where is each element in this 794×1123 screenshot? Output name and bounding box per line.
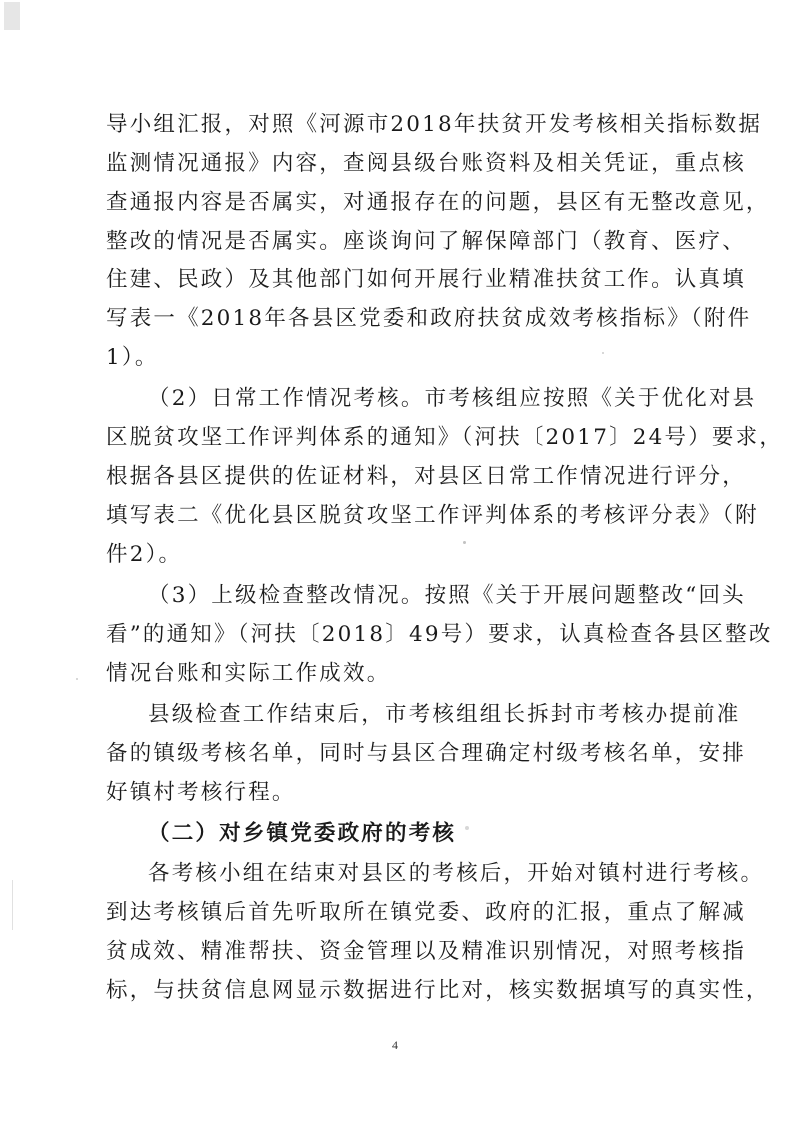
scan-artifact <box>12 880 13 930</box>
text-line: 到达考核镇后首先听取所在镇党委、政府的汇报，重点了解减 <box>106 900 746 925</box>
text-line: 区脱贫攻坚工作评判体系的通知》（河扶〔2017〕24号）要求， <box>106 425 784 450</box>
text-line: （2）日常工作情况考核。市考核组应按照《关于优化对县 <box>148 386 757 411</box>
scan-artifact <box>4 2 20 30</box>
page-number: 4 <box>392 1038 398 1052</box>
text-line: 住建、民政）及其他部门如何开展行业精准扶贫工作。认真填 <box>106 267 746 292</box>
section-heading: （二）对乡镇党委政府的考核 <box>148 821 457 846</box>
scan-artifact <box>602 352 604 354</box>
text-line: 标，与扶贫信息网显示数据进行比对，核实数据填写的真实性， <box>106 978 770 1003</box>
text-line: 备的镇级考核名单，同时与县区合理确定村级考核名单，安排 <box>106 741 746 766</box>
text-line: （3）上级检查整改情况。按照《关于开展问题整改“回头 <box>148 583 746 608</box>
text-line: 写表一《2018年各县区党委和政府扶贫成效考核指标》（附件 <box>106 306 752 331</box>
text-line: 根据各县区提供的佐证材料，对县区日常工作情况进行评分， <box>106 464 746 489</box>
text-line: 看”的通知》（河扶〔2018〕49号）要求，认真检查各县区整改 <box>106 622 773 647</box>
text-line: 整改的情况是否属实。座谈询问了解保障部门（教育、医疗、 <box>106 229 746 254</box>
text-line: 1）。 <box>106 345 159 370</box>
text-line: 情况台账和实际工作成效。 <box>106 661 391 686</box>
scan-artifact <box>465 826 469 830</box>
text-line: 导小组汇报，对照《河源市2018年扶贫开发考核相关指标数据 <box>106 112 763 137</box>
scan-artifact <box>463 541 466 544</box>
text-line: 件2）。 <box>106 542 183 567</box>
text-line: 监测情况通报》内容，查阅县级台账资料及相关凭证，重点核 <box>106 151 746 176</box>
text-line: 填写表二《优化县区脱贫攻坚工作评判体系的考核评分表》（附 <box>106 503 759 528</box>
scan-artifact <box>76 678 78 680</box>
text-line: 各考核小组在结束对县区的考核后，开始对镇村进行考核。 <box>148 861 765 886</box>
text-line: 县级检查工作结束后，市考核组组长拆封市考核办提前准 <box>148 702 741 727</box>
text-line: 贫成效、精准帮扶、资金管理以及精准识别情况，对照考核指 <box>106 939 746 964</box>
text-line: 查通报内容是否属实，对通报存在的问题，县区有无整改意见， <box>106 190 770 215</box>
text-line: 好镇村考核行程。 <box>106 780 296 805</box>
